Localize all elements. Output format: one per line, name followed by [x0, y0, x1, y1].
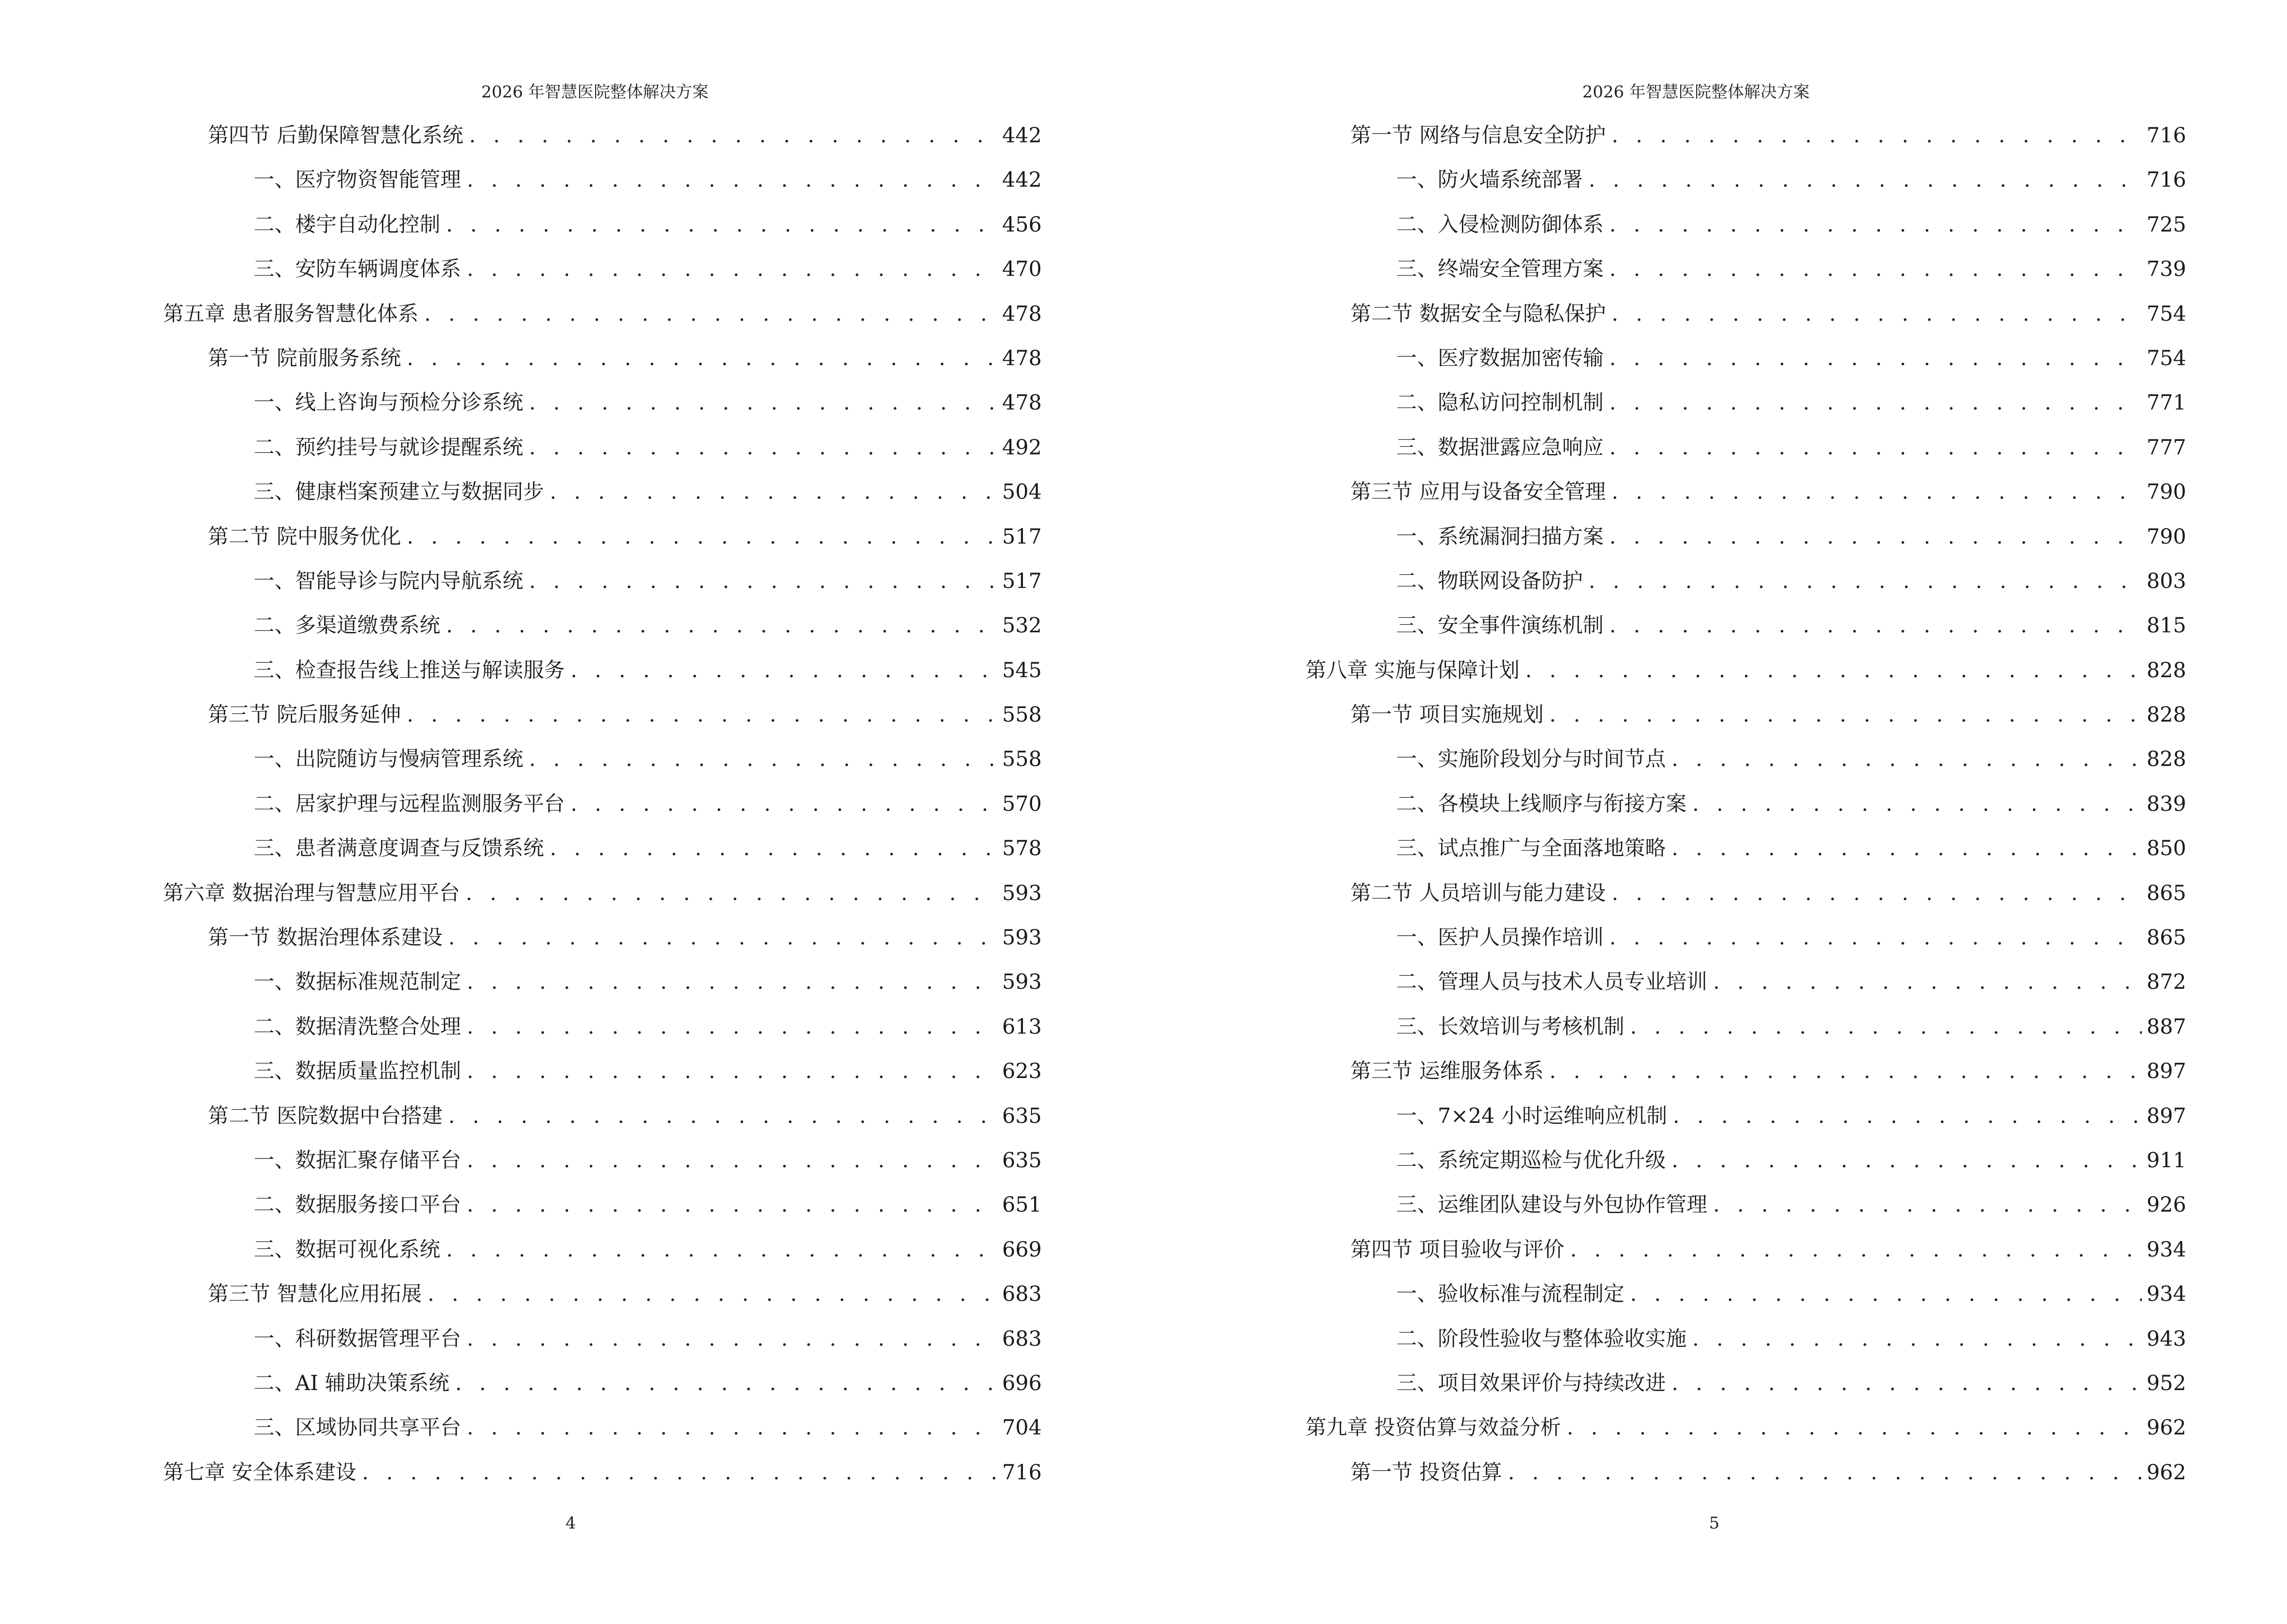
toc-dot-leader: [1672, 737, 2142, 781]
toc-entry-title: 三、检查报告线上推送与解读服务: [254, 658, 565, 682]
toc-entry-page-number: 635: [1002, 1148, 1042, 1173]
toc-entry-title: 第六章 数据治理与智慧应用平台: [163, 881, 460, 905]
toc-dot-leader: [467, 247, 997, 291]
toc-dot-leader: [1525, 648, 2142, 693]
toc-entry-page-number: 478: [1002, 346, 1042, 370]
toc-entry-title: 一、科研数据管理平台: [254, 1326, 461, 1351]
toc-entry-title: 二、楼宇自动化控制: [254, 212, 440, 237]
toc-entry[interactable]: [1306, 693, 2186, 737]
toc-dot-leader: [362, 1450, 997, 1495]
toc-entry-title: 一、数据汇聚存储平台: [254, 1148, 461, 1173]
toc-dot-leader: [407, 515, 997, 559]
toc-entry-title: 二、管理人员与技术人员专业培训: [1396, 970, 1707, 995]
toc-dot-leader: [1609, 915, 2142, 960]
toc-entry[interactable]: [163, 1138, 1042, 1183]
toc-entry-page-number: 934: [2146, 1282, 2186, 1307]
toc-entry-page-number: 578: [1002, 836, 1042, 861]
toc-entry[interactable]: [163, 915, 1042, 960]
toc-entry-title: 三、数据质量监控机制: [254, 1059, 461, 1084]
toc-entry-title: 一、医疗数据加密传输: [1396, 346, 1604, 370]
toc-entry[interactable]: [1306, 425, 2186, 470]
toc-entry[interactable]: [1306, 1183, 2186, 1227]
toc-entry-title: 二、阶段性验收与整体验收实施: [1396, 1326, 1687, 1351]
toc-entry[interactable]: [163, 559, 1042, 603]
toc-entry[interactable]: [1306, 1450, 2186, 1495]
toc-dot-leader: [1692, 782, 2142, 826]
toc-entry[interactable]: [163, 1183, 1042, 1227]
toc-dot-leader: [1567, 1406, 2142, 1450]
toc-entry[interactable]: [163, 871, 1042, 915]
toc-entry-page-number: 545: [1002, 658, 1042, 682]
toc-entry[interactable]: [1306, 292, 2186, 336]
toc-entry-title: 一、验收标准与流程制定: [1396, 1282, 1624, 1307]
toc-entry-title: 第一节 投资估算: [1350, 1460, 1502, 1485]
toc-entry-page-number: 517: [1002, 524, 1042, 549]
toc-dot-leader: [467, 960, 997, 1004]
toc-entry[interactable]: [163, 203, 1042, 247]
toc-entry-title: 二、物联网设备防护: [1396, 569, 1583, 593]
toc-entry-page-number: 696: [1002, 1371, 1042, 1395]
toc-dot-leader: [1672, 1361, 2142, 1406]
toc-dot-leader: [467, 1183, 997, 1227]
toc-dot-leader: [1589, 559, 2142, 603]
toc-dot-leader: [529, 559, 997, 603]
toc-entry-page-number: 716: [2146, 168, 2186, 192]
toc-entry-title: 一、线上咨询与预检分诊系统: [254, 391, 523, 415]
toc-entry-title: 第三节 院后服务延伸: [208, 703, 401, 727]
toc-entry-title: 一、系统漏洞扫描方案: [1396, 524, 1604, 549]
toc-entry-page-number: 613: [1002, 1014, 1042, 1039]
toc-dot-leader: [571, 648, 997, 693]
toc-entry-title: 第八章 实施与保障计划: [1306, 658, 1520, 682]
toc-entry[interactable]: [163, 470, 1042, 514]
toc-dot-leader: [1570, 1228, 2142, 1272]
toc-dot-leader: [1630, 1005, 2142, 1049]
toc-entry[interactable]: [163, 648, 1042, 693]
toc-entry-page-number: 651: [1002, 1193, 1042, 1217]
toc-entry[interactable]: [1306, 247, 2186, 291]
toc-entry-page-number: 771: [2146, 391, 2186, 415]
toc-dot-leader: [1612, 470, 2142, 514]
toc-dot-leader: [467, 1406, 997, 1450]
toc-entry-title: 第二节 数据安全与隐私保护: [1350, 301, 1606, 326]
toc-entry[interactable]: [1306, 1049, 2186, 1093]
toc-entry-title: 三、安全事件演练机制: [1396, 614, 1604, 638]
toc-entry-page-number: 897: [2146, 1059, 2186, 1084]
toc-entry[interactable]: [163, 1406, 1042, 1450]
toc-entry-title: 第七章 安全体系建设: [163, 1460, 356, 1485]
toc-entry-page-number: 815: [2146, 614, 2186, 638]
toc-entry-page-number: 725: [2146, 212, 2186, 237]
toc-dot-leader: [571, 782, 997, 826]
toc-entry-title: 一、实施阶段划分与时间节点: [1396, 747, 1666, 772]
toc-entry-page-number: 492: [1002, 435, 1042, 460]
toc-entry-title: 三、安防车辆调度体系: [254, 257, 461, 282]
toc-entry[interactable]: [1306, 158, 2186, 202]
toc-entry-title: 二、系统定期巡检与优化升级: [1396, 1148, 1666, 1173]
toc-entry-title: 一、出院随访与慢病管理系统: [254, 747, 523, 772]
toc-entry[interactable]: [1306, 1094, 2186, 1138]
toc-dot-leader: [1672, 1138, 2142, 1183]
page-number: 4: [565, 1514, 576, 1533]
toc-entry[interactable]: [1306, 1138, 2186, 1183]
toc-dot-leader: [407, 693, 997, 737]
toc-entry[interactable]: [1306, 871, 2186, 915]
toc-dot-leader: [1609, 336, 2142, 381]
toc-entry[interactable]: [1306, 1272, 2186, 1316]
toc-entry-title: 第一节 网络与信息安全防护: [1350, 123, 1606, 148]
toc-dot-leader: [469, 113, 997, 158]
toc-entry-page-number: 716: [2146, 123, 2186, 148]
toc-entry[interactable]: [163, 693, 1042, 737]
toc-entry[interactable]: [163, 113, 1042, 158]
toc-dot-leader: [1609, 425, 2142, 470]
toc-entry-page-number: 790: [2146, 480, 2186, 505]
toc-entry-page-number: 456: [1002, 212, 1042, 237]
toc-entry[interactable]: [163, 381, 1042, 425]
toc-dot-leader: [446, 1228, 997, 1272]
toc-entry-page-number: 962: [2146, 1416, 2186, 1440]
toc-entry-page-number: 839: [2146, 792, 2186, 816]
toc-list: [163, 113, 1042, 1495]
toc-entry[interactable]: [163, 1361, 1042, 1406]
toc-entry[interactable]: [1306, 1228, 2186, 1272]
toc-entry-title: 一、医疗物资智能管理: [254, 168, 461, 192]
toc-entry-title: 二、居家护理与远程监测服务平台: [254, 792, 565, 816]
toc-entry-page-number: 943: [2146, 1326, 2186, 1351]
toc-entry-title: 第三节 运维服务体系: [1350, 1059, 1544, 1084]
toc-dot-leader: [1589, 158, 2142, 202]
toc-entry-title: 第三节 智慧化应用拓展: [208, 1282, 422, 1307]
toc-entry-title: 二、多渠道缴费系统: [254, 614, 440, 638]
toc-entry-title: 第二节 医院数据中台搭建: [208, 1104, 443, 1128]
toc-dot-leader: [1672, 826, 2142, 871]
toc-entry-title: 三、区域协同共享平台: [254, 1416, 461, 1440]
toc-dot-leader: [449, 1094, 997, 1138]
toc-entry-page-number: 669: [1002, 1237, 1042, 1262]
toc-entry[interactable]: [163, 737, 1042, 781]
toc-entry[interactable]: [1306, 381, 2186, 425]
toc-entry-title: 三、数据泄露应急响应: [1396, 435, 1604, 460]
toc-entry-title: 二、数据清洗整合处理: [254, 1014, 461, 1039]
toc-entry[interactable]: [163, 158, 1042, 202]
toc-entry[interactable]: [1306, 915, 2186, 960]
toc-entry[interactable]: [1306, 1361, 2186, 1406]
toc-dot-leader: [529, 425, 997, 470]
toc-entry[interactable]: [163, 960, 1042, 1004]
toc-entry-title: 三、数据可视化系统: [254, 1237, 440, 1262]
toc-entry[interactable]: [163, 603, 1042, 648]
toc-dot-leader: [466, 871, 997, 915]
toc-entry[interactable]: [1306, 515, 2186, 559]
toc-entry[interactable]: [163, 1317, 1042, 1361]
toc-list: [1306, 113, 2186, 1495]
toc-entry-page-number: 570: [1002, 792, 1042, 816]
page-number: 5: [1709, 1514, 1720, 1533]
toc-entry[interactable]: [1306, 826, 2186, 871]
toc-entry-title: 三、试点推广与全面落地策略: [1396, 836, 1666, 861]
toc-entry-title: 第四节 项目验收与评价: [1350, 1237, 1565, 1262]
toc-dot-leader: [455, 1361, 997, 1406]
toc-entry-page-number: 790: [2146, 524, 2186, 549]
toc-entry[interactable]: [1306, 1406, 2186, 1450]
toc-dot-leader: [446, 603, 997, 648]
toc-dot-leader: [1612, 292, 2142, 336]
toc-entry-page-number: 872: [2146, 970, 2186, 995]
toc-entry-title: 三、健康档案预建立与数据同步: [254, 480, 544, 505]
toc-entry[interactable]: [1306, 737, 2186, 781]
toc-entry[interactable]: [1306, 559, 2186, 603]
toc-entry-page-number: 911: [2146, 1148, 2186, 1173]
toc-entry-title: 一、智能导诊与院内导航系统: [254, 569, 523, 593]
toc-page-right: [1144, 0, 2287, 1624]
toc-entry[interactable]: [1306, 336, 2186, 381]
toc-entry-page-number: 739: [2146, 257, 2186, 282]
toc-entry[interactable]: [163, 1049, 1042, 1093]
toc-entry-page-number: 558: [1002, 747, 1042, 772]
toc-entry[interactable]: [163, 1094, 1042, 1138]
toc-entry[interactable]: [163, 826, 1042, 871]
toc-entry-page-number: 470: [1002, 257, 1042, 282]
toc-dot-leader: [467, 1138, 997, 1183]
toc-entry-title: 一、数据标准规范制定: [254, 970, 461, 995]
toc-entry-page-number: 478: [1002, 391, 1042, 415]
toc-entry-title: 第二节 人员培训与能力建设: [1350, 881, 1606, 905]
toc-entry-page-number: 704: [1002, 1416, 1042, 1440]
toc-entry-page-number: 683: [1002, 1326, 1042, 1351]
toc-entry-page-number: 593: [1002, 926, 1042, 950]
toc-entry-title: 二、入侵检测防御体系: [1396, 212, 1604, 237]
toc-entry-title: 第九章 投资估算与效益分析: [1306, 1416, 1561, 1440]
toc-entry-page-number: 754: [2146, 301, 2186, 326]
toc-entry[interactable]: [1306, 603, 2186, 648]
toc-entry-title: 第一节 项目实施规划: [1350, 703, 1544, 727]
toc-entry[interactable]: [163, 292, 1042, 336]
toc-entry-page-number: 635: [1002, 1104, 1042, 1128]
toc-dot-leader: [1550, 1049, 2142, 1093]
toc-entry[interactable]: [163, 782, 1042, 826]
toc-entry-title: 二、数据服务接口平台: [254, 1193, 461, 1217]
toc-dot-leader: [1609, 381, 2142, 425]
toc-entry-page-number: 828: [2146, 747, 2186, 772]
toc-dot-leader: [1609, 247, 2142, 291]
toc-entry[interactable]: [163, 247, 1042, 291]
toc-entry[interactable]: [1306, 1317, 2186, 1361]
toc-entry[interactable]: [163, 425, 1042, 470]
running-header: 2026 年智慧医院整体解决方案: [481, 82, 709, 102]
toc-entry-title: 二、预约挂号与就诊提醒系统: [254, 435, 523, 460]
toc-entry-page-number: 558: [1002, 703, 1042, 727]
toc-dot-leader: [1508, 1450, 2142, 1495]
toc-entry-page-number: 850: [2146, 836, 2186, 861]
toc-entry-title: 三、终端安全管理方案: [1396, 257, 1604, 282]
toc-dot-leader: [424, 292, 997, 336]
toc-entry-title: 二、隐私访问控制机制: [1396, 391, 1604, 415]
toc-entry[interactable]: [163, 1450, 1042, 1495]
toc-entry[interactable]: [1306, 648, 2186, 693]
toc-dot-leader: [1673, 1094, 2142, 1138]
toc-dot-leader: [550, 826, 997, 871]
toc-entry-page-number: 934: [2146, 1237, 2186, 1262]
toc-dot-leader: [467, 1049, 997, 1093]
toc-entry-title: 二、各模块上线顺序与衔接方案: [1396, 792, 1687, 816]
toc-entry-title: 三、运维团队建设与外包协作管理: [1396, 1193, 1707, 1217]
toc-entry-title: 一、防火墙系统部署: [1396, 168, 1583, 192]
toc-entry-title: 一、医护人员操作培训: [1396, 926, 1604, 950]
toc-entry[interactable]: [1306, 113, 2186, 158]
toc-entry-page-number: 897: [2146, 1104, 2186, 1128]
toc-entry[interactable]: [1306, 1005, 2186, 1049]
toc-dot-leader: [529, 737, 997, 781]
toc-entry-title: 二、AI 辅助决策系统: [254, 1371, 449, 1395]
toc-entry[interactable]: [1306, 203, 2186, 247]
toc-dot-leader: [467, 158, 997, 202]
toc-entry-title: 第一节 院前服务系统: [208, 346, 401, 370]
toc-dot-leader: [1609, 515, 2142, 559]
toc-entry-page-number: 828: [2146, 703, 2186, 727]
toc-dot-leader: [407, 336, 997, 381]
toc-entry-page-number: 952: [2146, 1371, 2186, 1395]
toc-entry-page-number: 926: [2146, 1193, 2186, 1217]
toc-entry-page-number: 532: [1002, 614, 1042, 638]
toc-entry-page-number: 754: [2146, 346, 2186, 370]
toc-entry-title: 第五章 患者服务智慧化体系: [163, 301, 419, 326]
toc-entry-page-number: 623: [1002, 1059, 1042, 1084]
toc-dot-leader: [1550, 693, 2142, 737]
toc-entry-title: 三、患者满意度调查与反馈系统: [254, 836, 544, 861]
toc-entry-title: 第二节 院中服务优化: [208, 524, 401, 549]
running-header: 2026 年智慧医院整体解决方案: [1582, 82, 1810, 102]
toc-entry-page-number: 683: [1002, 1282, 1042, 1307]
toc-entry[interactable]: [1306, 782, 2186, 826]
toc-dot-leader: [449, 915, 997, 960]
toc-entry[interactable]: [1306, 470, 2186, 514]
toc-entry-title: 三、项目效果评价与持续改进: [1396, 1371, 1666, 1395]
toc-dot-leader: [1713, 1183, 2142, 1227]
toc-entry-title: 第四节 后勤保障智慧化系统: [208, 123, 463, 148]
toc-dot-leader: [529, 381, 997, 425]
toc-entry[interactable]: [163, 1228, 1042, 1272]
toc-entry-page-number: 865: [2146, 881, 2186, 905]
toc-entry-page-number: 828: [2146, 658, 2186, 682]
toc-entry-page-number: 504: [1002, 480, 1042, 505]
toc-dot-leader: [1630, 1272, 2142, 1316]
toc-dot-leader: [467, 1317, 997, 1361]
toc-entry-title: 第三节 应用与设备安全管理: [1350, 480, 1606, 505]
toc-dot-leader: [467, 1005, 997, 1049]
toc-dot-leader: [1612, 113, 2142, 158]
toc-entry-page-number: 962: [2146, 1460, 2186, 1485]
toc-entry-page-number: 442: [1002, 168, 1042, 192]
toc-entry-page-number: 803: [2146, 569, 2186, 593]
toc-dot-leader: [1609, 603, 2142, 648]
toc-entry[interactable]: [163, 1005, 1042, 1049]
toc-entry-page-number: 478: [1002, 301, 1042, 326]
toc-entry-title: 一、7×24 小时运维响应机制: [1396, 1104, 1667, 1128]
toc-entry-page-number: 442: [1002, 123, 1042, 148]
toc-dot-leader: [446, 203, 997, 247]
toc-dot-leader: [1609, 203, 2142, 247]
toc-entry-title: 第一节 数据治理体系建设: [208, 926, 443, 950]
toc-entry[interactable]: [163, 515, 1042, 559]
toc-entry[interactable]: [163, 336, 1042, 381]
toc-entry-page-number: 517: [1002, 569, 1042, 593]
toc-entry-page-number: 716: [1002, 1460, 1042, 1485]
toc-entry[interactable]: [1306, 960, 2186, 1004]
toc-entry-page-number: 865: [2146, 926, 2186, 950]
toc-dot-leader: [428, 1272, 997, 1316]
toc-entry-page-number: 593: [1002, 881, 1042, 905]
toc-dot-leader: [1713, 960, 2142, 1004]
toc-dot-leader: [1612, 871, 2142, 915]
toc-entry[interactable]: [163, 1272, 1042, 1316]
toc-dot-leader: [1692, 1317, 2142, 1361]
toc-entry-page-number: 593: [1002, 970, 1042, 995]
toc-entry-page-number: 887: [2146, 1014, 2186, 1039]
toc-entry-page-number: 777: [2146, 435, 2186, 460]
toc-entry-title: 三、长效培训与考核机制: [1396, 1014, 1624, 1039]
toc-dot-leader: [550, 470, 997, 514]
